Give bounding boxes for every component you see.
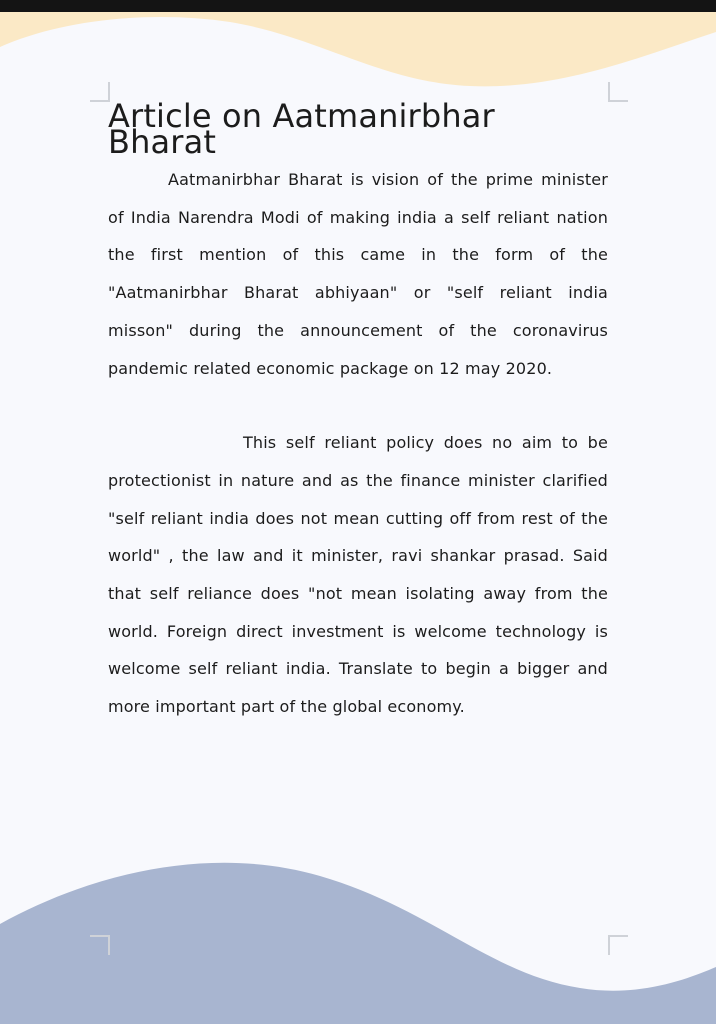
article-title: Article on Aatmanirbhar Bharat	[108, 97, 495, 161]
crop-mark-bottom-left	[90, 935, 110, 955]
crop-mark-top-right	[608, 82, 628, 102]
document-page	[0, 12, 716, 1024]
crop-mark-top-left	[90, 82, 110, 102]
top-wave	[0, 12, 716, 86]
paragraph-2: This self reliant policy does no aim to be protectionist in nature and as the finance minister clarified "self reliant india does not mean cutting off from rest of the world" , the law and it minister, ravi shankar prasad. Said that self reliance does "not mean isolating away from the world. Foreign direct investment is welcome technology is welcome self reliant india. Translate to begin a bigger and more important part of the global economy.	[108, 433, 608, 717]
crop-mark-bottom-right	[608, 935, 628, 955]
article-body	[108, 97, 608, 726]
status-bar	[0, 0, 716, 12]
paragraph-1: Aatmanirbhar Bharat is vision of the prime minister of India Narendra Modi of making india a self reliant nation the first mention of this came in the form of the "Aatmanirbhar Bharat abhiyaan" or "self reliant india misson" during the announcement of the coronavirus pandemic related economic package on 12 may 2020.	[108, 170, 608, 378]
